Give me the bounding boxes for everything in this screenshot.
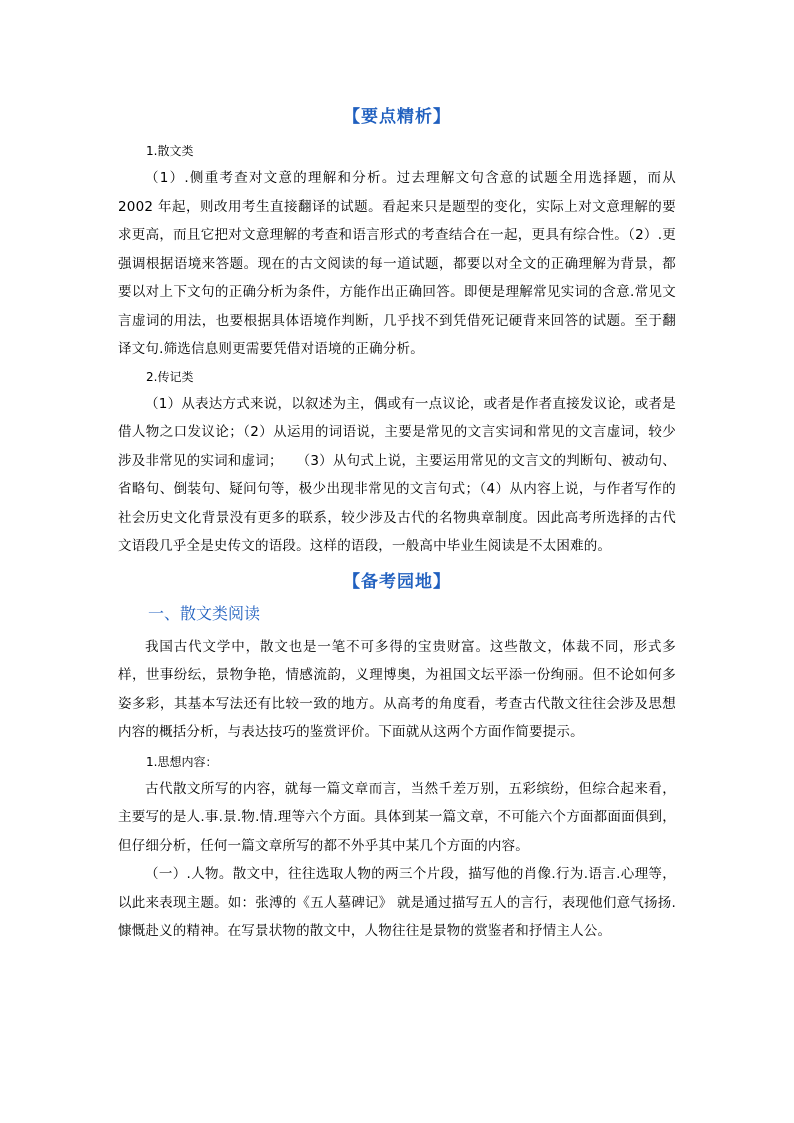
paragraph-thought-content: 古代散文所写的内容，就每一篇文章而言，当然千差万别，五彩缤纷，但综合起来看，主要写的是人.事.景.物.情.理等六个方面。具体到某一篇文章，不可能六个方面都面面俱到，但仔细分析，任何一篇文章所写的都不外乎其中某几个方面的内容。: [118, 780, 676, 854]
paragraph-characters: （一）.人物。散文中，往往选取人物的两三个片段，描写他的肖像.行为.语言.心理等，以此来表现主题。如：张溥的《五人墓碑记》 就是通过描写五人的言行，表现他们意气扬扬.慷慨赴义的精神。在写景状物的散文中，人物往往是景物的赏鉴者和抒情主人公。: [118, 866, 676, 939]
section-heading-key-points: 【要点精析】: [343, 107, 451, 127]
paragraph-prose-analysis: （1）.侧重考查对文意的理解和分析。过去理解文句含意的试题全用选择题，而从 2002 年起，则改用考生直接翻译的试题。看起来只是题型的变化，实际上对文意理解的要求更高，而且它把对文意理解的考查和语言形式的考查结合在一起，更具有综合性。（2）.更强调根据语境来答题。现在的古文阅读的每一道试题，都要以对全文的正确理解为背景，都要以对上下文句的正确分析为条件，方能作出正确回答。即便是理解常见实词的含意.常见文言虚词的用法，也要根据具体语境作判断，几乎找不到凭借死记硬背来回答的试题。至于翻译文句.筛选信息则更需要凭借对语境的正确分析。: [118, 170, 676, 357]
section-heading-exam-prep: 【备考园地】: [343, 571, 451, 592]
item-label-prose: 1.散文类: [146, 144, 194, 158]
document-page: [118, 100, 676, 946]
item-label-thought-content: 1.思想内容：: [146, 754, 218, 769]
item-label-biography: 2.传记类: [146, 369, 194, 384]
subheading-prose-reading: 一、散文类阅读: [148, 603, 261, 623]
paragraph-prose-intro: 我国古代文学中，散文也是一笔不可多得的宝贵财富。这些散文，体裁不同，形式多样，世事纷纭，景物争艳，情感流韵，义理博奥，为祖国文坛平添一份绚丽。但不论如何多姿多彩，其基本写法还有比较一致的地方。从高考的角度看，考查古代散文往往会涉及思想内容的概括分析，与表达技巧的鉴赏评价。下面就从这两个方面作简要提示。: [118, 638, 676, 740]
paragraph-biography-analysis: （1）从表达方式来说，以叙述为主，偶或有一点议论，或者是作者直接发议论，或者是借人物之口发议论；（2）从运用的词语说，主要是常见的文言实词和常见的文言虚词，较少涉及非常见的实词和虚词； （3）从句式上说，主要运用常见的文言文的判断句、被动句、省略句、倒装句、疑问句等，极少出现非常见的文言句式；（4）从内容上说，与作者写作的社会历史文化背景没有更多的联系，较少涉及古代的名物典章制度。因此高考所选择的古代文语段几乎全是史传文的语段。这样的语段，一般高中毕业生阅读是不太困难的。: [118, 395, 676, 554]
